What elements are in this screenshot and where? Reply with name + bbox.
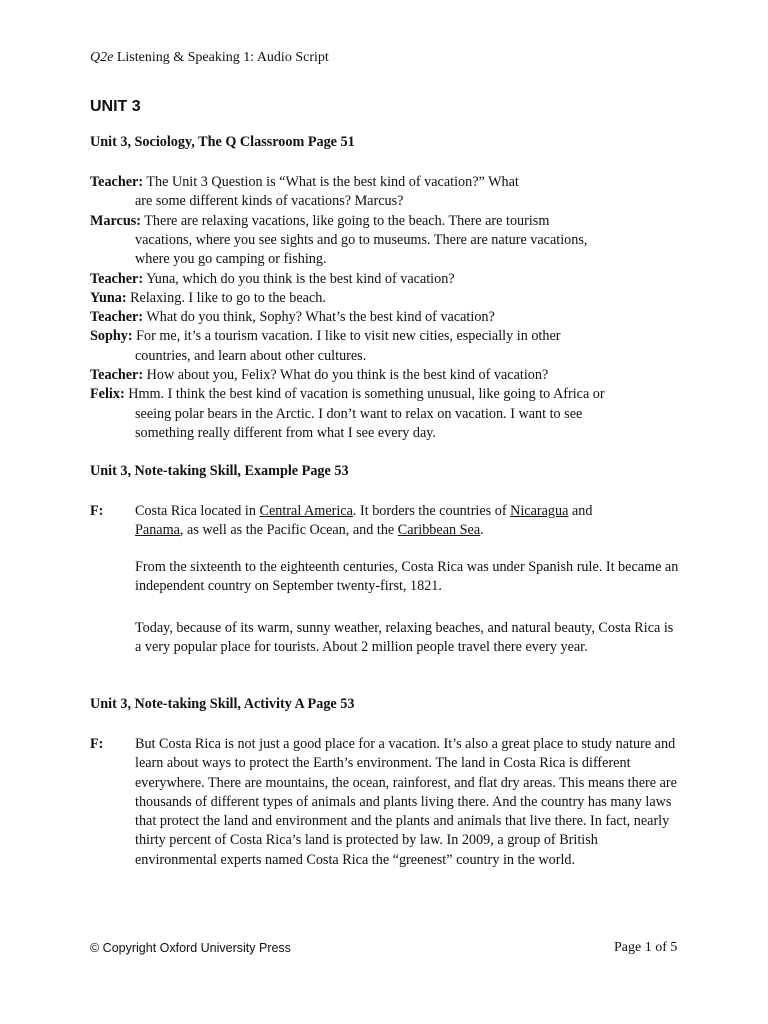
dialogue-line (90, 366, 690, 385)
dialogue-text: What do you think, Sophy? What’s the best kind of vacation? (143, 309, 495, 326)
dialogue-text: How about you, Felix? What do you think is the best kind of vacation? (143, 367, 549, 383)
dialogue-line (90, 308, 690, 327)
activity-block (90, 735, 690, 885)
dialogue-line (90, 327, 690, 366)
document-header (90, 48, 329, 67)
dialogue-text: Yuna, which do you think is the best kind of vacation? (143, 270, 455, 287)
section-heading-example: Unit 3, Note-taking Skill, Example Page 53 (90, 463, 349, 479)
speaker-name: Marcus: (90, 212, 141, 229)
dialogue-text: Hmm. I think the best kind of vacation is something unusual, like going to Africa or (124, 386, 605, 403)
dialogue-continuation: countries, and learn about other cultures. (135, 347, 367, 364)
page-number: Page 1 of 5 (614, 940, 678, 955)
link-nicaragua: Nicaragua (510, 503, 569, 519)
dialogue-continuation: vacations, where you see sights and go to museums. There are nature vacations, (135, 231, 588, 248)
example-paragraph-2: From the sixteenth to the eighteenth centuries, Costa Rica was under Spanish rule. It became an independent country on September twenty-first, 1821. (135, 559, 679, 595)
dialogue-line (90, 270, 690, 289)
speaker-label: F: (90, 736, 104, 752)
dialogue-continuation: seeing polar bears in the Arctic. I don’t want to relax on vacation. I want to see (135, 405, 583, 422)
dialogue-continuation: something really different from what I see every day. (135, 424, 436, 441)
dialogue-line (90, 173, 690, 212)
dialogue-text: There are relaxing vacations, like going to the beach. There are tourism (140, 212, 550, 229)
example-block (90, 502, 690, 672)
speaker-name: Teacher: (90, 367, 144, 383)
section-heading-activity: Unit 3, Note-taking Skill, Activity A Page 53 (90, 696, 355, 712)
speaker-label: F: (90, 503, 104, 519)
link-panama: Panama (135, 522, 180, 539)
speaker-name: Teacher: (90, 174, 144, 190)
dialogue-line (90, 385, 690, 443)
dialogue-text: The Unit 3 Question is “What is the best kind of vacation?” What (143, 174, 519, 190)
example-paragraph-1: Costa Rica located in Central America. It borders the countries of Nicaragua and Panama, as well as the Pacific Ocean, and the Caribbean Sea. (135, 503, 593, 539)
dialogue-text: For me, it’s a tourism vacation. I like to visit new cities, especially in other (132, 328, 561, 345)
dialogue-line (90, 289, 690, 308)
header-italic-title: Q2e (90, 50, 114, 65)
header-title: Listening & Speaking 1: Audio Script (113, 50, 329, 65)
link-central-america: Central America (259, 503, 353, 519)
speaker-name: Sophy: (90, 328, 133, 345)
dialogue-line (90, 212, 690, 270)
copyright-notice: © Copyright Oxford University Press (90, 941, 291, 955)
example-paragraph-3: Today, because of its warm, sunny weather, relaxing beaches, and natural beauty, Costa Rica is a very popular place for tourists. About 2 million people travel there every year. (135, 620, 674, 656)
dialogue-text: Relaxing. I like to go to the beach. (126, 289, 326, 306)
unit-title: UNIT 3 (90, 98, 141, 115)
speaker-name: Yuna: (90, 289, 127, 306)
section-heading-classroom: Unit 3, Sociology, The Q Classroom Page 51 (90, 134, 355, 150)
dialogue-continuation: are some different kinds of vacations? Marcus? (135, 193, 404, 210)
activity-paragraph: But Costa Rica is not just a good place for a vacation. It’s also a great place to study nature and learn about ways to protect the Earth’s environment. The land in Costa Rica is different everywhere. There are mountains, the ocean, rainforest, and flat dry areas. This means there are thousands of different types of animals and plants living there. And the country has many laws that protect the land and environment and the plants and animals that live there. In fact, nearly thirty percent of Costa Rica’s land is protected by law. In 2009, a group of British environmental experts named Costa Rica the “greenest” country in the world. (135, 736, 677, 868)
link-caribbean-sea: Caribbean Sea (397, 522, 481, 539)
dialogue-continuation: where you go camping or fishing. (135, 251, 327, 268)
speaker-name: Felix: (90, 386, 125, 403)
speaker-name: Teacher: (90, 270, 144, 287)
speaker-name: Teacher: (90, 309, 144, 326)
